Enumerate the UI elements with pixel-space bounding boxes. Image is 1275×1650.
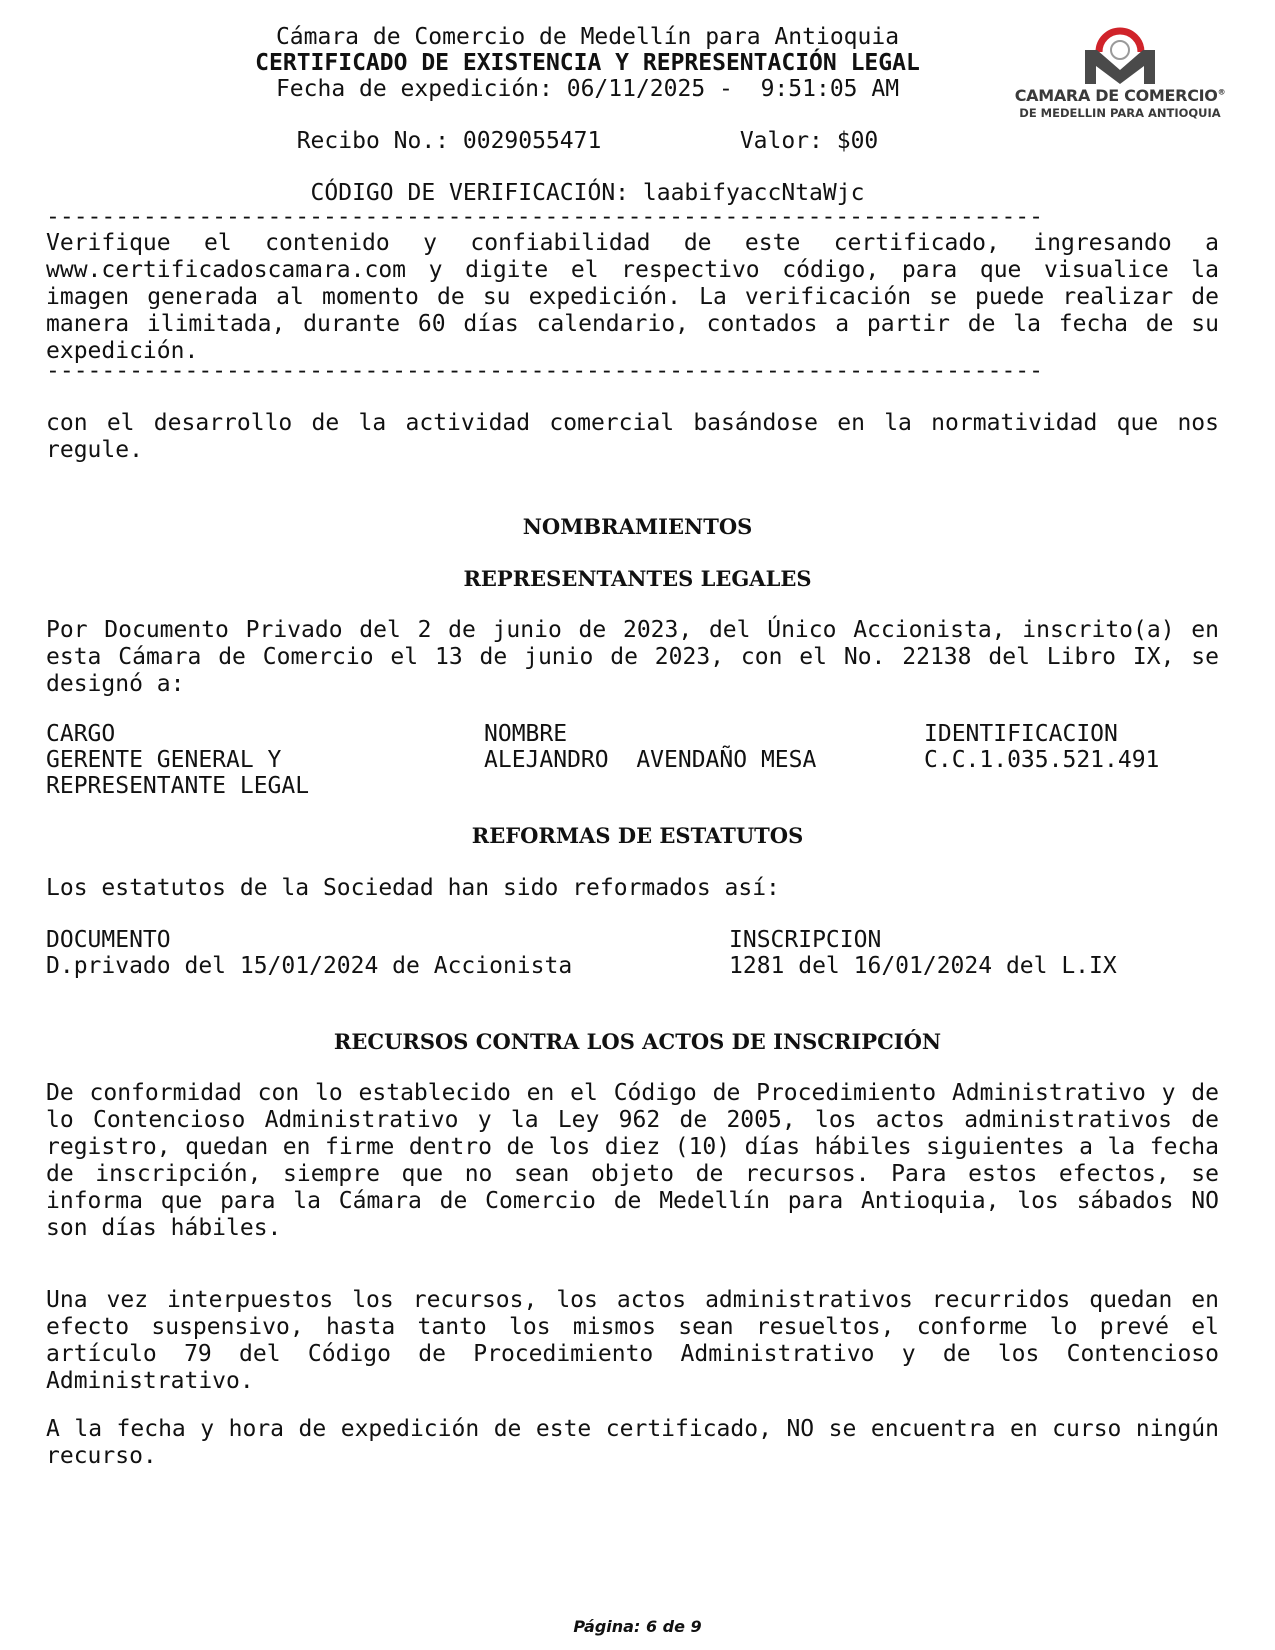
identificacion-value: C.C.1.035.521.491 [924, 747, 1160, 773]
org-line: Cámara de Comercio de Medellín para Antioquia [275, 24, 900, 50]
cargo-value-line1: GERENTE GENERAL Y [46, 747, 282, 773]
col-header-identificacion: IDENTIFICACION [924, 721, 1118, 747]
col-header-nombre: NOMBRE [484, 721, 568, 747]
cargo-value-line2: REPRESENTANTE LEGAL [46, 773, 310, 799]
documento-value: D.privado del 15/01/2024 de Accionista [46, 953, 573, 979]
receipt-line: Recibo No.: 0029055471 Valor: $00 [296, 128, 879, 154]
page-number: Página: 6 de 9 [573, 1617, 702, 1636]
separator-bottom: ------------------------------------------------------------------------ [46, 358, 1043, 384]
verification-code-line: CÓDIGO DE VERIFICACIÓN: laabifyaccNtaWjc [310, 180, 865, 206]
recursos-paragraph-2: Una vez interpuestos los recursos, los actos administrativos recurridos quedan en efecto suspensivo, hasta tanto los mismos sean resueltos, conforme lo prevé el artículo 79 del Código de Procedimiento Administrativo y de los Contencioso Administrativo. [46, 1287, 1219, 1394]
recursos-paragraph-1: De conformidad con lo establecido en el Código de Procedimiento Administrativo y de lo Contencioso Administrativo y la Ley 962 de 2005, los actos administrativos de registro, quedan en firme dentro de los diez (10) días hábiles siguientes a la fecha de inscripción, siempre que no sean objeto de recursos. Para estos efectos, se informa que para la Cámara de Comercio de Medellín para Antioquia, los sábados NO son días hábiles. [46, 1080, 1219, 1241]
recursos-paragraph-3: A la fecha y hora de expedición de este certificado, NO se encuentra en curso ningún recurso. [46, 1416, 1219, 1469]
section-heading-reformas: REFORMAS DE ESTATUTOS [471, 823, 804, 848]
logo-text-sub: DE MEDELLIN PARA ANTIOQUIA [1019, 106, 1221, 120]
reformas-intro: Los estatutos de la Sociedad han sido reformados así: [46, 875, 780, 901]
section-subheading-representantes: REPRESENTANTES LEGALES [463, 566, 812, 591]
chamber-logo-mark [1005, 26, 1235, 86]
col-header-cargo: CARGO [46, 721, 116, 747]
appointment-intro: Por Documento Privado del 2 de junio de 2023, del Único Accionista, inscrito(a) en esta Cámara de Comercio el 13 de junio de 2023, con el No. 22138 del Libro IX, se designó a: [46, 617, 1219, 697]
section-heading-nombramientos: NOMBRAMIENTOS [522, 514, 753, 539]
continuation-paragraph: con el desarrollo de la actividad comercial basándose en la normatividad que nos regule. [46, 410, 1219, 463]
logo-text-main: CAMARA DE COMERCIO® [1014, 86, 1226, 105]
separator-top: ------------------------------------------------------------------------ [46, 204, 1043, 230]
verification-notice: Verifique el contenido y confiabilidad de este certificado, ingresando a www.certificadoscamara.com y digite el respectivo código, para que visualice la imagen generada al momento de su expedición. La verificación se puede realizar de manera ilimitada, durante 60 días calendario, contados a partir de la fecha de su expedición. [46, 230, 1219, 364]
col-header-documento: DOCUMENTO [46, 927, 171, 953]
nombre-value: ALEJANDRO AVENDAÑO MESA [484, 747, 817, 773]
chamber-logo [1005, 26, 1235, 126]
section-heading-recursos: RECURSOS CONTRA LOS ACTOS DE INSCRIPCIÓN [333, 1029, 942, 1054]
certificate-title: CERTIFICADO DE EXISTENCIA Y REPRESENTACIÓN LEGAL [255, 50, 920, 76]
inscripcion-value: 1281 del 16/01/2024 del L.IX [729, 953, 1117, 979]
issue-date-line: Fecha de expedición: 06/11/2025 - 9:51:05 AM [275, 76, 900, 102]
col-header-inscripcion: INSCRIPCION [729, 927, 882, 953]
